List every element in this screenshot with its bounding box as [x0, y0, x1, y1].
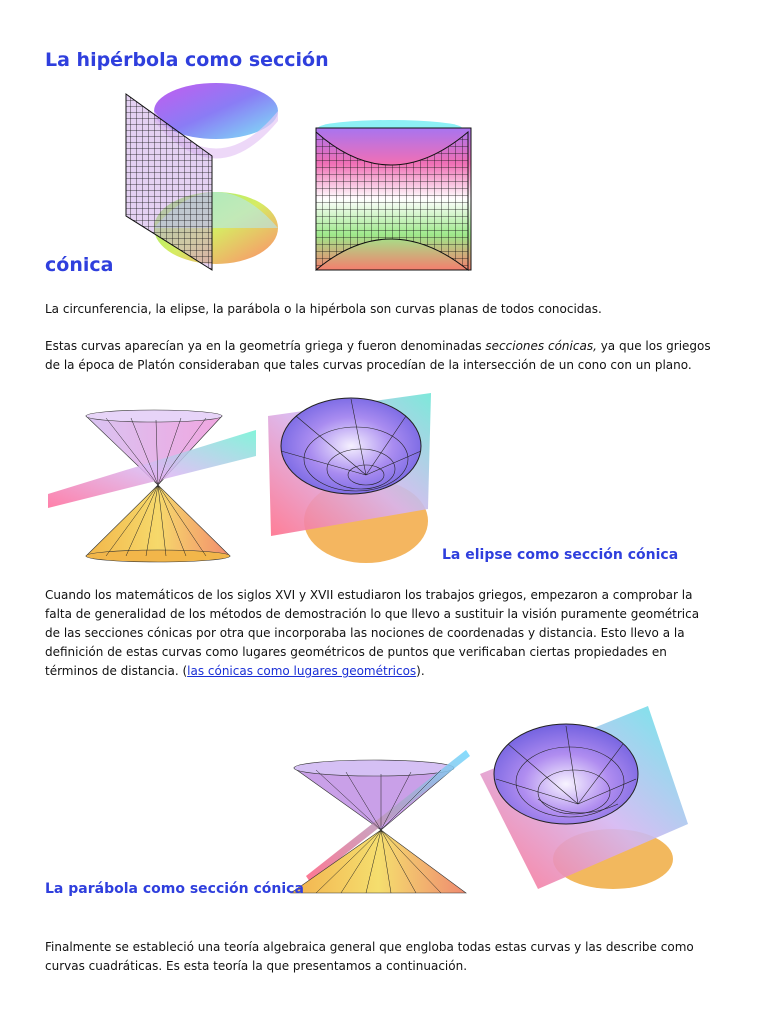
- ellipse-double-cone-plane-illustration: [46, 408, 261, 563]
- greek-geometry-paragraph: [45, 337, 715, 375]
- p2-after: ya que los griegos de la época de Platón consideraban que tales curvas procedían de la intersección de un cono con un plano.: [45, 339, 711, 372]
- p3-before: Cuando los matemáticos de los siglos XVI y XVII estudiaron los trabajos griegos, empezaron a comprobar la falta de generalidad de los métodos de demostración lo que llevo a sustituir la visión puramente geométrica de las secciones cónicas por otra que incorporaba las nociones de coordenadas y distancia. Esto llevo a la definición de estas curvas como lugares geométricos de puntos que verificaban ciertas propiedades en términos de distancia. (: [45, 588, 700, 678]
- conics-as-loci-link[interactable]: las cónicas como lugares geométricos: [187, 664, 417, 678]
- algebraic-theory-paragraph: Finalmente se estableció una teoría algebraica general que engloba todas estas curvas y las describe como curvas cuadráticas. Es esta teoría la que presentamos a continuación.: [45, 940, 694, 973]
- heading-ellipse: La elipse como sección cónica: [442, 547, 679, 563]
- heading-hyperbola-cont: cónica: [45, 254, 114, 276]
- intro-paragraph: La circunferencia, la elipse, la parábola o la hipérbola son curvas planas de todos conocidas.: [45, 302, 602, 316]
- p2-before: Estas curvas aparecían ya en la geometría griega y fueron denominadas: [45, 339, 486, 353]
- hyperbola-cylinder-section-illustration: [308, 118, 473, 273]
- historical-paragraph: [45, 586, 715, 681]
- hyperbola-cone-plane-illustration: [118, 76, 283, 271]
- heading-hyperbola: La hipérbola como sección: [45, 49, 329, 71]
- p3-after: ).: [416, 664, 425, 678]
- parabola-double-cone-plane-illustration: [286, 748, 476, 898]
- parabola-cone-tilted-illustration: [478, 704, 690, 894]
- ellipse-cone-top-view-illustration: [266, 391, 436, 566]
- p2-italic: secciones cónicas,: [485, 339, 597, 353]
- heading-parabola: La parábola como sección cónica: [45, 881, 304, 897]
